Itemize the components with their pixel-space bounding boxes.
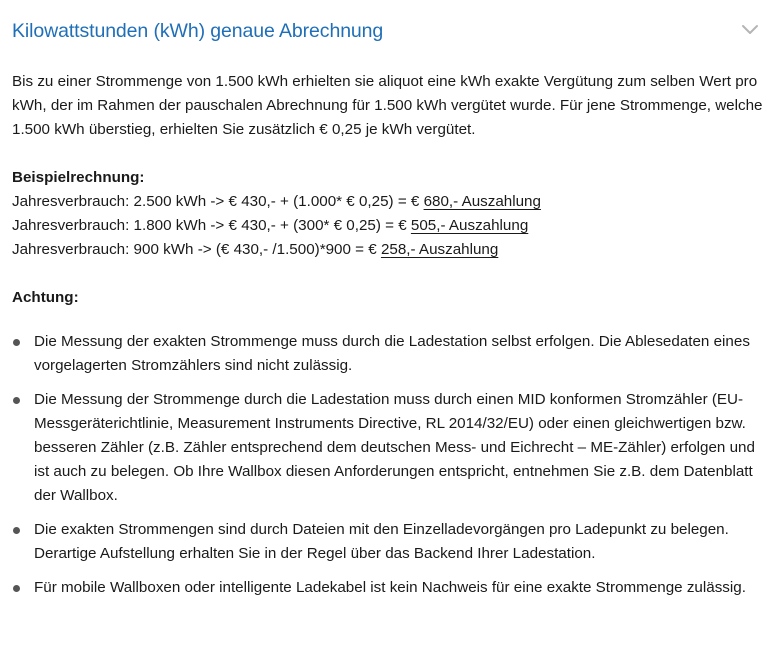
example-section	[12, 166, 764, 262]
example-row	[12, 238, 764, 262]
list-item-text: Die Messung der Strommenge durch die Ladestation muss durch einen MID konformen Stromzähler (EU-Messgeräterichtlinie, Measurement Instruments Directive, RL 2014/32/EU) oder einen gleichwertigen bzw. besseren Zähler (z.B. Zähler entsprechend dem deutschen Mess- und Eichrecht – ME-Zähler) erfolgen und ist auch zu belegen. Ob Ihre Wallbox diesen Anforderungen entspricht, entnehmen Sie z.B. dem Datenblatt der Wallbox.	[34, 391, 755, 504]
bullet-icon	[13, 397, 20, 404]
intro-paragraph: Bis zu einer Strommenge von 1.500 kWh erhielten sie aliquot eine kWh exakte Vergütung zum selben Wert pro kWh, der im Rahmen der pauschalen Abrechnung für 1.500 kWh vergütet wurde. Für jene Strommenge, welche 1.500 kWh überstieg, erhielten Sie zusätzlich € 0,25 je kWh vergütet.	[12, 73, 763, 138]
accordion-title[interactable]: Kilowattstunden (kWh) genaue Abrechnung	[12, 20, 384, 42]
example-calc: Jahresverbrauch: 1.800 kWh -> € 430,- + (300* € 0,25) = €	[12, 217, 411, 234]
example-row	[12, 190, 764, 214]
warning-section	[12, 286, 764, 600]
list-item	[12, 576, 764, 600]
example-row	[12, 214, 764, 238]
example-result: 680,- Auszahlung	[423, 193, 541, 210]
accordion-header[interactable]	[0, 0, 777, 62]
example-result: 258,- Auszahlung	[380, 241, 499, 258]
example-calc: Jahresverbrauch: 2.500 kWh -> € 430,- + (1.000* € 0,25) = €	[12, 193, 424, 210]
list-item-text: Die Messung der exakten Strommenge muss durch die Ladestation selbst erfolgen. Die Ablesedaten eines vorgelagerten Stromzählers sind nicht zulässig.	[34, 333, 750, 374]
accordion-content	[12, 70, 764, 610]
list-item	[12, 330, 764, 378]
list-item	[12, 388, 764, 508]
list-item	[12, 518, 764, 566]
bullet-icon	[13, 339, 20, 346]
bullet-icon	[13, 585, 20, 592]
bullet-icon	[13, 527, 20, 534]
example-result: 505,- Auszahlung	[410, 217, 529, 234]
chevron-down-icon[interactable]	[741, 24, 759, 36]
warning-heading: Achtung:	[12, 289, 79, 306]
example-calc: Jahresverbrauch: 900 kWh -> (€ 430,- /1.500)*900 = €	[12, 241, 381, 258]
warning-list	[12, 330, 764, 600]
example-heading: Beispielrechnung:	[12, 169, 145, 186]
list-item-text: Die exakten Strommengen sind durch Dateien mit den Einzelladevorgängen pro Ladepunkt zu belegen. Derartige Aufstellung erhalten Sie in der Regel über das Backend Ihrer Ladestation.	[34, 521, 729, 562]
list-item-text: Für mobile Wallboxen oder intelligente Ladekabel ist kein Nachweis für eine exakte Strommenge zulässig.	[34, 579, 746, 596]
